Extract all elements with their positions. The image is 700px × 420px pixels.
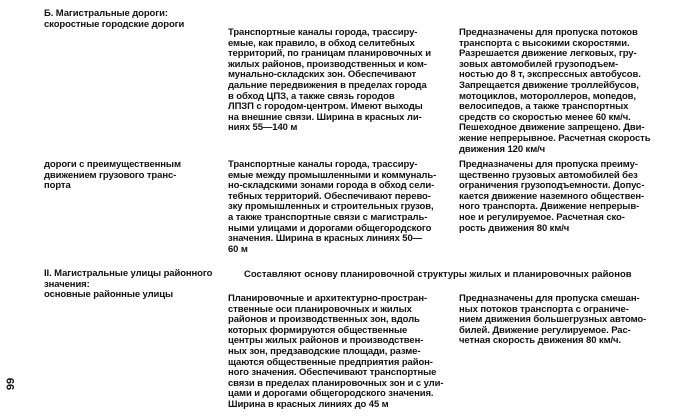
row1-road-category: Б. Магистральные дороги: скоростные городские дороги [44,8,185,30]
row1-description: Транспортные каналы города, трассиру- емые, как правило, в обход селитебных территорий, по границам планировочных и жилых районов, производственных и ком- мунально-складских зон. Обеспечивают дальние передвижения в пределах города в обход ЦПЗ, а также связь городов ЛПЗП с городом-центром. Имеют выходы на внешние связи. Ширина в красных ли- ниях 55—140 м [228,27,431,134]
page-number: 99 [5,377,18,391]
row1-purpose: Предназначены для пропуска потоков транспорта с высокими скоростями. Разрешается движение легковых, гру- зовых автомобилей грузоподъем- ностью до 8 т, экспрессных автобусов. Запрещается движение троллейбусов, мотоциклов, мотороллеров, мопедов, велосипедов, а также транспортных средств со скоростью менее 60 км/ч. Пешеходное движение запрещено. Дви- жение непрерывное. Расчетная скорость движения 120 км/ч [459,27,651,155]
row2-purpose: Предназначены для пропуска преиму- щественно грузовых автомобилей без ограничения грузоподъемности. Допус- кается движение наземного обществен- ного транспорта. Движение непрерыв- ное и регулируемое. Расчетная ско- рость движения 80 км/ч [459,159,645,234]
row3-road-category: II. Магистральные улицы районного значения: основные районные улицы [44,268,213,301]
row3-purpose: Предназначены для пропуска смешан- ных потоков транспорта с ограниче- нием движения большегрузных автомо- билей. Движение регулируемое. Рас- четная скорость движения 80 км/ч. [459,293,647,347]
row2-road-category: дороги с преимущественным движением грузового транс- порта [44,159,181,192]
row3-description: Планировочные и архитектурно-простран- ственные оси планировочных и жилых районов и производственных зон, вдоль которых формируются общественные центры жилых районов и производствен- ных зон, предзаводские площади, разме- щаются общественные предприятия район- ного значения. Обеспечивают транспортные связи в пределах планировочных зон и с ули- цами и дорогами общегородского значения. Ширина в красных линиях до 45 м [228,293,444,410]
row3-spanning-note: Составляют основу планировочной структуры жилых и планировочных районов [244,269,632,280]
row2-description: Транспортные каналы города, трассиру- емые между промышленными и коммуналь- но-складскими зонами города в обход сели- тебных территорий. Обеспечивают перево- зку промышленных и строительных грузов, а также транспортные связи с магистраль- ными улицами и дорогами общегородского значения. Ширина в красных линиях 50— 60 м [228,159,437,255]
